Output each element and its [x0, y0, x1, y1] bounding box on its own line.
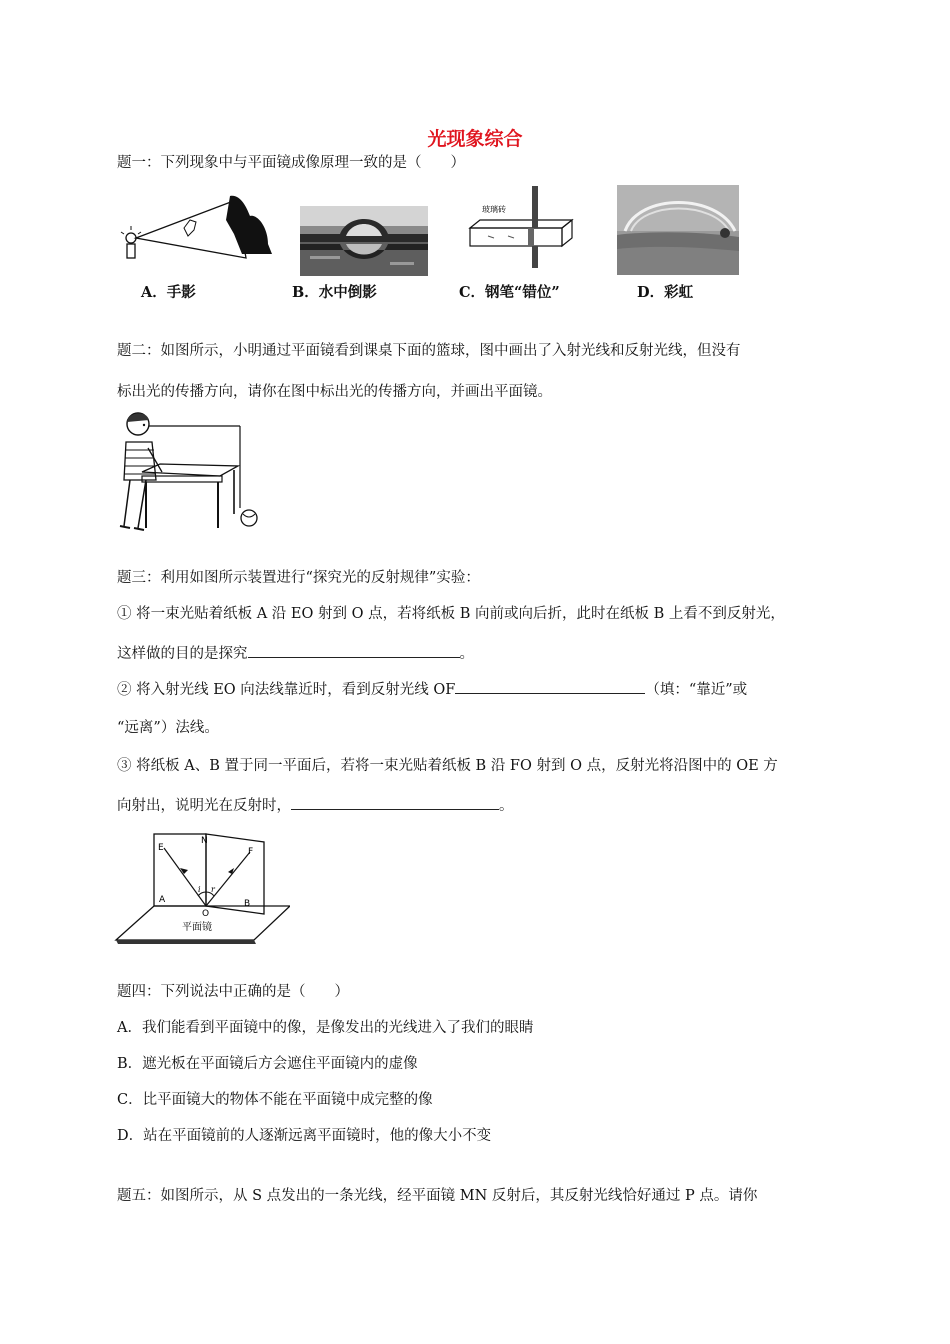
q1-image-water-reflection	[300, 206, 428, 276]
label-plane-mirror: 平面镜	[182, 922, 212, 933]
q3-part1-line2: 这样做的目的是探究 。	[117, 642, 474, 663]
label-A: A	[159, 895, 166, 905]
q3-part2-line2: “远离”）法线。	[117, 720, 219, 736]
q4-option-c: C．比平面镜大的物体不能在平面镜中成完整的像	[117, 1092, 433, 1108]
q3-figure-reflection-apparatus	[114, 830, 290, 944]
label-F: F	[248, 847, 254, 857]
q3-part2-line1: ② 将入射光线 EO 向法线靠近时，看到反射光线 OF （填：“靠近”或	[117, 678, 747, 699]
q2-figure-boy-desk-ball	[116, 408, 266, 536]
glass-block-label: 玻璃砖	[482, 205, 506, 214]
q4-option-b: B．遮光板在平面镜后方会遮住平面镜内的虚像	[117, 1056, 418, 1072]
q4-stem: 题四：下列说法中正确的是（ ）	[117, 984, 349, 1000]
q3-answer-blank-3[interactable]	[291, 795, 499, 810]
q3-part3-line2: 向射出，说明光在反射时， 。	[117, 794, 514, 815]
q1-image-rainbow	[617, 185, 739, 275]
label-O: O	[202, 909, 210, 919]
q4-option-d: D．站在平面镜前的人逐渐远离平面镜时，他的像大小不变	[117, 1128, 492, 1144]
q1-image-hand-shadow	[118, 194, 276, 266]
q4-option-a: A．我们能看到平面镜中的像，是像发出的光线进入了我们的眼睛	[117, 1020, 534, 1036]
q1-option-a: A．手影	[141, 284, 196, 301]
q3-part3-line1: ③ 将纸板 A、B 置于同一平面后，若将一束光贴着纸板 B 沿 FO 射到 O 点，反射光将沿图中的 OE 方	[117, 758, 778, 774]
q5-stem: 题五：如图所示，从 S 点发出的一条光线，经平面镜 MN 反射后，其反射光线恰好通过 P 点。请你	[117, 1188, 758, 1204]
page-title: 光现象综合	[427, 128, 523, 150]
label-r: r	[211, 885, 215, 894]
q2-line-2: 标出光的传播方向，请你在图中标出光的传播方向，并画出平面镜。	[117, 384, 552, 400]
q1-option-b: B．水中倒影	[292, 284, 377, 301]
q3-stem: 题三：利用如图所示装置进行“探究光的反射规律”实验：	[117, 570, 480, 586]
label-B: B	[244, 899, 251, 909]
q3-answer-blank-2[interactable]	[455, 679, 645, 694]
label-i: i	[198, 885, 201, 894]
q1-option-d: D．彩虹	[637, 284, 694, 301]
q3-answer-blank-1[interactable]	[248, 643, 460, 658]
q2-line-1: 题二：如图所示，小明通过平面镜看到课桌下面的篮球，图中画出了入射光线和反射光线，但没有	[117, 343, 741, 359]
q1-stem: 题一：下列现象中与平面镜成像原理一致的是（ ）	[117, 155, 465, 171]
q3-part1-line1: ① 将一束光贴着纸板 A 沿 EO 射到 O 点，若将纸板 B 向前或向后折，此时在纸板 B 上看不到反射光，	[117, 606, 785, 622]
label-E: E	[158, 843, 164, 853]
q1-image-pen-glass	[468, 184, 574, 270]
q1-option-c: C．钢笔“错位”	[459, 284, 560, 301]
label-N: N	[201, 836, 208, 846]
